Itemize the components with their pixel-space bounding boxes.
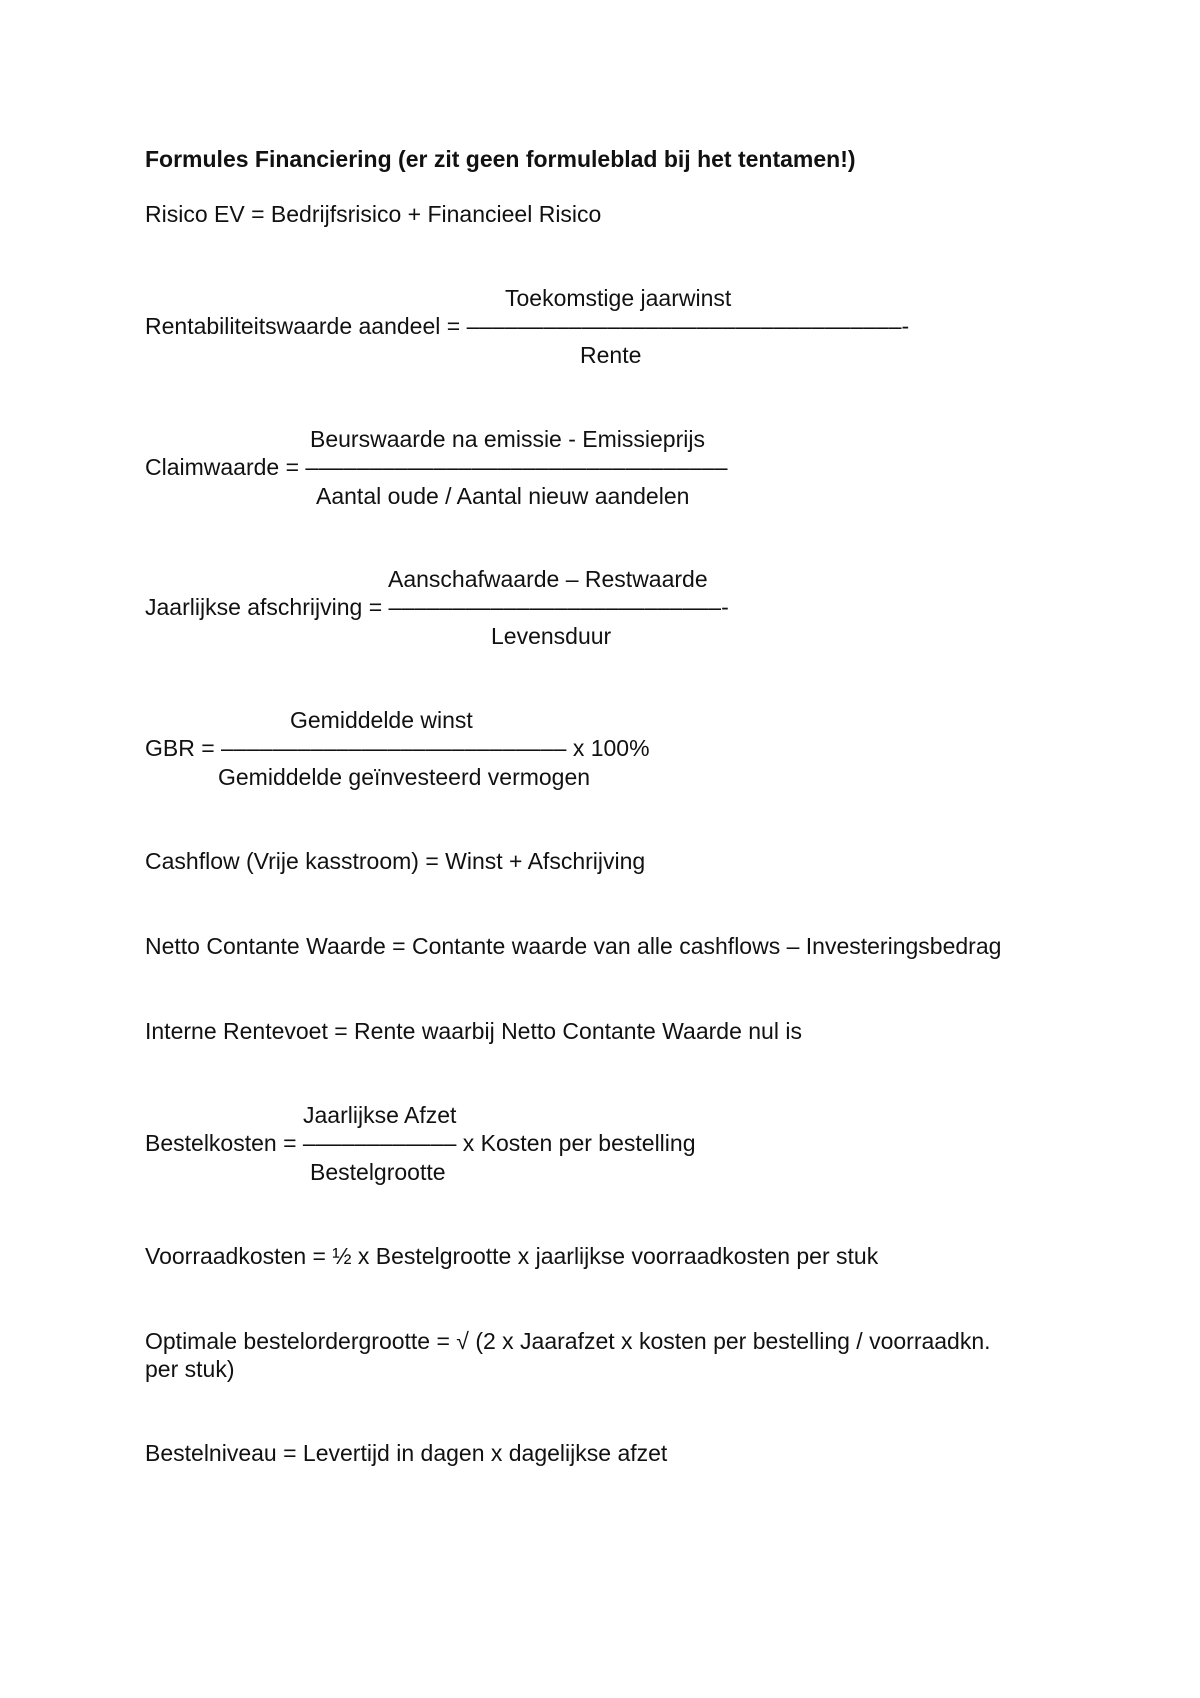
claimwaarde-denominator: Aantal oude / Aantal nieuw aandelen — [316, 483, 690, 509]
gbr-numerator: Gemiddelde winst — [290, 707, 473, 733]
formula-cashflow: Cashflow (Vrije kasstroom) = Winst + Afschrijving — [145, 848, 646, 874]
page-title: Formules Financiering (er zit geen formuleblad bij het tentamen!) — [145, 146, 856, 172]
afschrijving-formula: Jaarlijkse afschrijving = ––––––––––––––––––––––––––- — [145, 594, 729, 620]
gbr-denominator: Gemiddelde geïnvesteerd vermogen — [218, 764, 591, 790]
formula-bestelniveau: Bestelniveau = Levertijd in dagen x dagelijkse afzet — [145, 1440, 668, 1466]
rentabiliteit-numerator: Toekomstige jaarwinst — [505, 285, 732, 311]
claimwaarde-formula: Claimwaarde = ––––––––––––––––––––––––––––––––– — [145, 454, 728, 480]
claimwaarde-numerator: Beurswaarde na emissie - Emissieprijs — [310, 426, 705, 452]
bestelkosten-denominator: Bestelgrootte — [310, 1159, 446, 1185]
rentabiliteit-formula: Rentabiliteitswaarde aandeel = ––––––––––––––––––––––––––––––––––- — [145, 313, 910, 339]
bestelkosten-formula: Bestelkosten = –––––––––––– x Kosten per bestelling — [145, 1130, 696, 1156]
formula-optimale-line1: Optimale bestelordergrootte = √ (2 x Jaarafzet x kosten per bestelling / voorraadkn. — [145, 1328, 991, 1354]
afschrijving-numerator: Aanschafwaarde – Restwaarde — [388, 566, 708, 592]
formula-risico: Risico EV = Bedrijfsrisico + Financieel Risico — [145, 201, 602, 227]
gbr-formula: GBR = ––––––––––––––––––––––––––– x 100% — [145, 735, 650, 761]
formula-ncw: Netto Contante Waarde = Contante waarde van alle cashflows – Investeringsbedrag — [145, 933, 1002, 959]
afschrijving-denominator: Levensduur — [491, 623, 612, 649]
bestelkosten-numerator: Jaarlijkse Afzet — [303, 1102, 457, 1128]
formula-voorraadkosten: Voorraadkosten = ½ x Bestelgrootte x jaarlijkse voorraadkosten per stuk — [145, 1243, 879, 1269]
rentabiliteit-denominator: Rente — [580, 342, 642, 368]
formula-optimale-line2: per stuk) — [145, 1356, 235, 1382]
formula-irr: Interne Rentevoet = Rente waarbij Netto Contante Waarde nul is — [145, 1018, 802, 1044]
